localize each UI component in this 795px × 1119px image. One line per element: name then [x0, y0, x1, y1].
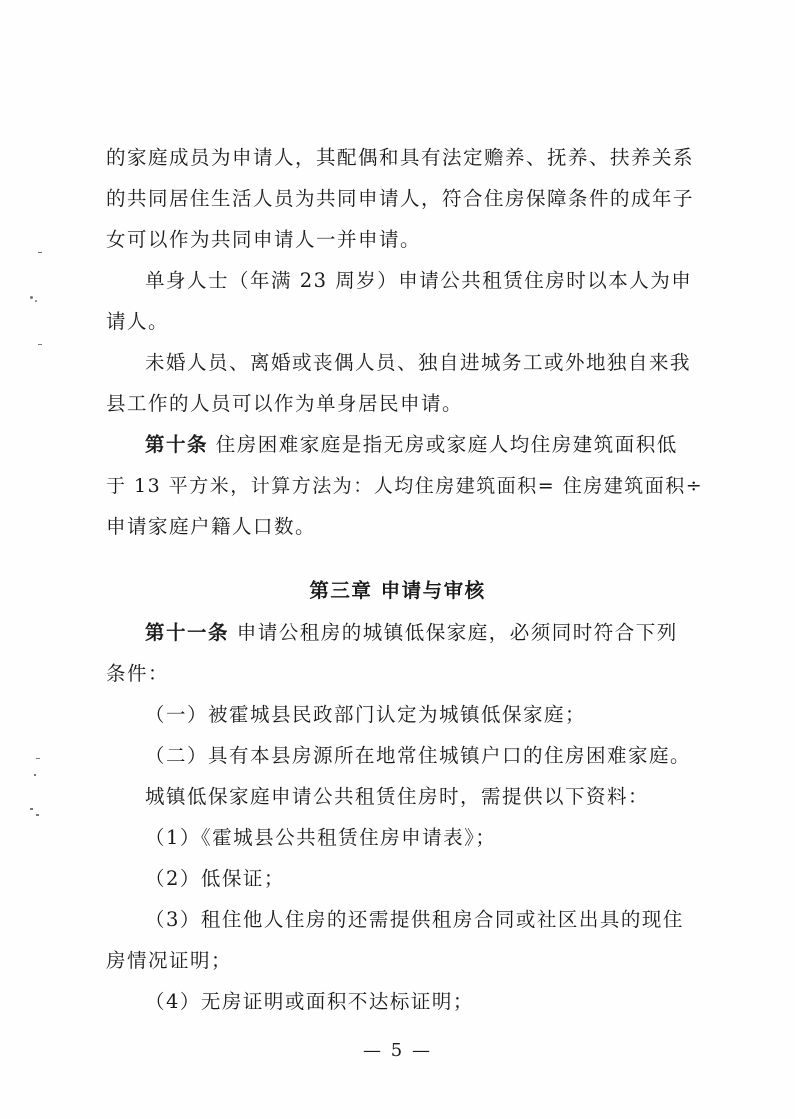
text-line-14: （二）具有本县房源所在地常住城镇户口的住房困难家庭。	[145, 744, 692, 767]
text-line-18: （3）租住他人住房的还需提供租房合同或社区出具的现住	[145, 908, 684, 931]
text-line-4: 单身人士（年满 23 周岁）申请公共租赁住房时以本人为申	[145, 269, 693, 292]
text-line-12: 条件：	[106, 662, 170, 685]
scan-speck	[35, 300, 37, 302]
article-11-line: 第十一条 申请公租房的城镇低保家庭，必须同时符合下列	[145, 621, 678, 644]
text-line-6: 未婚人员、离婚或丧偶人员、独自进城务工或外地独自来我	[145, 351, 692, 374]
text-line-20: （4）无房证明或面积不达标证明；	[145, 990, 474, 1013]
text-line-5: 请人。	[106, 310, 170, 333]
page-number: — 5 —	[363, 1040, 432, 1061]
scan-speck	[30, 296, 33, 299]
text-line-9: 于 13 平方米，计算方法为：人均住房建筑面积= 住房建筑面积÷	[106, 475, 704, 497]
text-line-1: 的家庭成员为申请人，其配偶和具有法定赡养、抚养、扶养关系	[106, 146, 695, 169]
article-10-line: 第十条 住房困难家庭是指无房或家庭人均住房建筑面积低	[145, 433, 678, 456]
text-line-10: 申请家庭户籍人口数。	[106, 515, 317, 538]
scan-speck	[34, 774, 36, 776]
text-line-2: 的共同居住生活人员为共同申请人，符合住房保障条件的成年子	[106, 187, 695, 210]
article-11-label: 第十一条	[145, 621, 230, 644]
text-line-17: （2）低保证；	[145, 867, 285, 890]
text-line-19: 房情况证明；	[106, 949, 233, 972]
text-line-15: 城镇低保家庭申请公共租赁住房时，需提供以下资料：	[145, 785, 650, 808]
scan-speck	[38, 252, 42, 253]
scan-speck	[38, 344, 42, 345]
text-line-3: 女可以作为共同申请人一并申请。	[106, 228, 422, 251]
scan-speck	[36, 758, 40, 759]
scan-speck	[30, 808, 33, 810]
article-10-label: 第十条	[145, 433, 209, 456]
text-line-16: （1）《霍城县公共租赁住房申请表》；	[145, 826, 497, 849]
text-line-13: （一）被霍城县民政部门认定为城镇低保家庭；	[145, 703, 587, 726]
text-line-7: 县工作的人员可以作为单身居民申请。	[106, 392, 464, 415]
scan-speck	[36, 814, 39, 816]
chapter-heading: 第三章 申请与审核	[309, 579, 486, 602]
